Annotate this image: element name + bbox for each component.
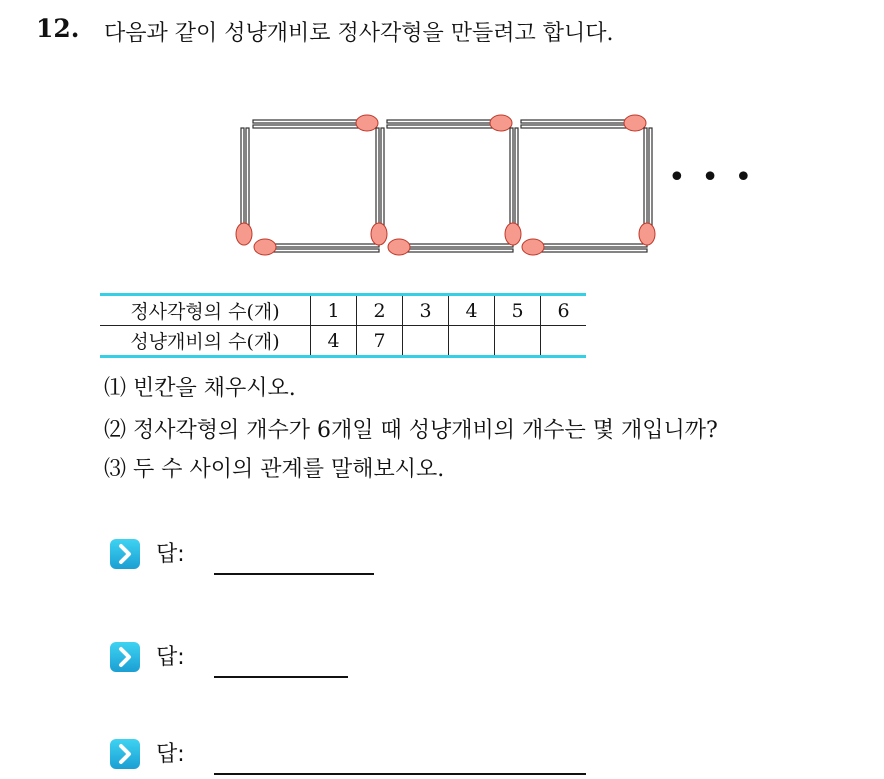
matchstick — [388, 239, 513, 255]
match-head — [624, 115, 646, 131]
match-head — [388, 239, 410, 255]
answer-blank[interactable] — [214, 773, 586, 775]
chevron-right-icon — [110, 739, 140, 769]
cell-matches-4[interactable] — [449, 326, 495, 357]
answer-blank[interactable] — [214, 573, 374, 575]
cell-squares-4: 4 — [449, 295, 495, 326]
match-head — [371, 223, 387, 245]
chevron-right-icon — [110, 539, 140, 569]
cell-squares-5: 5 — [495, 295, 541, 326]
cell-squares-1: 1 — [311, 295, 357, 326]
cell-matches-6[interactable] — [541, 326, 587, 357]
matchstick — [387, 115, 512, 131]
subquestion-1: ⑴ 빈칸을 채우시오. — [104, 376, 296, 401]
matchstick — [639, 128, 655, 245]
match-head — [490, 115, 512, 131]
table-row — [100, 326, 586, 357]
table-row — [100, 295, 586, 326]
match-head — [356, 115, 378, 131]
answer-label: 답: — [156, 542, 185, 567]
match-head — [505, 223, 521, 245]
row-label-matches: 성냥개비의 수(개) — [100, 326, 311, 357]
matchstick — [253, 115, 378, 131]
question-text: 다음과 같이 성냥개비로 정사각형을 만들려고 합니다. — [104, 21, 614, 46]
subquestion-3: ⑶ 두 수 사이의 관계를 말해보시오. — [104, 457, 445, 482]
match-head — [254, 239, 276, 255]
chevron-right-icon — [110, 642, 140, 672]
cell-squares-2: 2 — [357, 295, 403, 326]
ellipsis: • • • — [668, 160, 756, 195]
matchstick — [521, 115, 646, 131]
row-label-squares: 정사각형의 수(개) — [130, 301, 280, 323]
cell-matches-1: 4 — [311, 326, 357, 357]
answer-label: 답: — [156, 742, 185, 767]
matchsticks — [236, 115, 655, 255]
match-head — [236, 223, 252, 245]
matchstick — [505, 128, 521, 245]
matchstick — [236, 128, 252, 245]
cell-squares-3: 3 — [403, 295, 449, 326]
data-table — [100, 293, 586, 358]
subquestion-2: ⑵ 정사각형의 개수가 6개일 때 성냥개비의 개수는 몇 개입니까? — [104, 418, 718, 443]
cell-squares-6: 6 — [541, 295, 587, 326]
cell-matches-5[interactable] — [495, 326, 541, 357]
matchstick — [254, 239, 379, 255]
matchstick-figure — [0, 0, 884, 300]
answer-label: 답: — [156, 645, 185, 670]
matchstick — [371, 128, 387, 245]
cell-matches-3[interactable] — [403, 326, 449, 357]
matchstick — [522, 239, 647, 255]
cell-matches-2: 7 — [357, 326, 403, 357]
answer-blank[interactable] — [214, 676, 348, 678]
match-head — [639, 223, 655, 245]
question-number: 12. — [36, 14, 80, 43]
match-head — [522, 239, 544, 255]
